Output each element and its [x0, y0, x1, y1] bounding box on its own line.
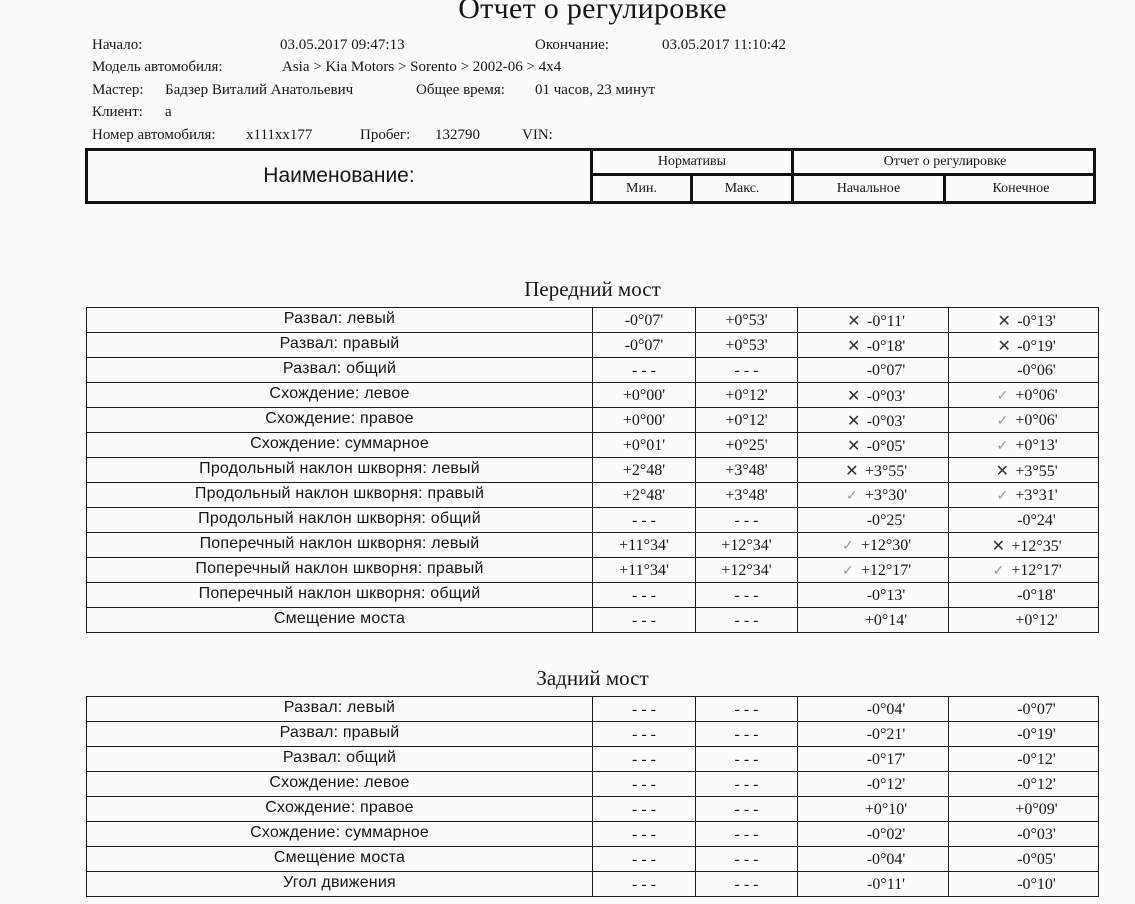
- final-value: -0°24': [1017, 512, 1056, 529]
- initial-value: -0°18': [866, 338, 906, 355]
- table-row: [87, 408, 1099, 433]
- final-value: -0°05': [1017, 851, 1056, 868]
- initial-value: -0°11': [866, 313, 905, 330]
- initial-cell: [798, 772, 949, 797]
- parameter-name: Поперечный наклон шкворня: общий: [87, 583, 593, 608]
- table-row: [87, 333, 1099, 358]
- final-cell: [949, 847, 1099, 872]
- header-min: Мин.: [593, 176, 693, 201]
- final-cell: [949, 408, 1099, 433]
- total-time-label: Общее время:: [416, 82, 505, 98]
- final-value: +0°06': [1015, 412, 1058, 429]
- parameter-name: Развал: левый: [87, 308, 593, 333]
- final-value: -0°19': [1017, 726, 1056, 743]
- front-axle-title: Передний мост: [524, 277, 661, 301]
- min-value: +0°00': [593, 383, 696, 408]
- out-of-range-icon: ✕: [997, 338, 1011, 355]
- initial-value: -0°11': [866, 876, 905, 893]
- out-of-range-icon: ✕: [847, 313, 861, 330]
- initial-value: -0°25': [866, 512, 906, 529]
- final-cell: [949, 458, 1099, 483]
- table-row: [87, 697, 1099, 722]
- start-label: Начало:: [92, 37, 143, 53]
- final-cell: [949, 333, 1099, 358]
- header-report: Отчет о регулировке: [794, 151, 1096, 176]
- final-cell: [949, 797, 1099, 822]
- table-row: [87, 308, 1099, 333]
- model-value: Asia > Kia Motors > Sorento > 2002-06 > 4x4: [282, 59, 562, 75]
- parameter-name: Развал: общий: [87, 358, 593, 383]
- min-value: - - -: [593, 747, 696, 772]
- plate-value: х111хх177: [246, 127, 313, 143]
- table-row: [87, 608, 1099, 633]
- max-value: - - -: [696, 697, 798, 722]
- table-row: [87, 772, 1099, 797]
- table-row: [87, 822, 1099, 847]
- final-value: -0°07': [1017, 701, 1056, 718]
- vin-label: VIN:: [522, 127, 553, 143]
- client-label: Клиент:: [92, 104, 143, 120]
- table-row: [87, 872, 1099, 897]
- max-value: - - -: [696, 722, 798, 747]
- initial-value: -0°05': [866, 438, 906, 455]
- final-cell: [949, 383, 1099, 408]
- final-value: +0°13': [1015, 437, 1058, 454]
- max-value: +3°48': [696, 483, 798, 508]
- header-table: [85, 148, 1096, 204]
- end-value: 03.05.2017 11:10:42: [662, 37, 787, 53]
- parameter-name: Схождение: левое: [87, 772, 593, 797]
- min-value: - - -: [593, 697, 696, 722]
- max-value: - - -: [696, 872, 798, 897]
- in-range-check-icon: ✓: [996, 389, 1009, 404]
- max-value: - - -: [696, 847, 798, 872]
- max-value: - - -: [696, 822, 798, 847]
- final-value: +0°12': [1015, 612, 1058, 629]
- final-cell: [949, 822, 1099, 847]
- final-value: -0°03': [1017, 826, 1056, 843]
- initial-value: -0°21': [866, 726, 906, 743]
- parameter-name: Схождение: левое: [87, 383, 593, 408]
- in-range-check-icon: ✓: [992, 564, 1005, 579]
- initial-cell: [798, 847, 949, 872]
- in-range-check-icon: ✓: [845, 489, 858, 504]
- min-value: -0°07': [593, 333, 696, 358]
- max-value: - - -: [696, 772, 798, 797]
- final-cell: [949, 747, 1099, 772]
- in-range-check-icon: ✓: [996, 414, 1009, 429]
- rear-axle-table: [86, 696, 1099, 897]
- max-value: - - -: [696, 583, 798, 608]
- initial-value: -0°04': [866, 851, 906, 868]
- min-value: +0°00': [593, 408, 696, 433]
- min-value: +2°48': [593, 458, 696, 483]
- parameter-name: Развал: общий: [87, 747, 593, 772]
- in-range-check-icon: ✓: [841, 539, 854, 554]
- min-value: - - -: [593, 872, 696, 897]
- parameter-name: Развал: левый: [87, 697, 593, 722]
- initial-value: +0°14': [864, 612, 908, 629]
- min-value: - - -: [593, 722, 696, 747]
- max-value: +12°34': [696, 558, 798, 583]
- table-row: [87, 508, 1099, 533]
- max-value: +0°12': [696, 383, 798, 408]
- header-name: Наименование:: [88, 151, 593, 201]
- final-value: -0°06': [1017, 362, 1056, 379]
- initial-cell: [798, 358, 949, 383]
- initial-value: -0°12': [866, 776, 906, 793]
- out-of-range-icon: ✕: [846, 413, 861, 430]
- parameter-name: Схождение: суммарное: [87, 433, 593, 458]
- initial-value: +3°55': [864, 463, 908, 480]
- header-norms: Нормативы: [593, 151, 794, 176]
- initial-cell: [798, 408, 949, 433]
- initial-cell: [798, 558, 949, 583]
- initial-value: -0°03': [866, 413, 906, 430]
- in-range-check-icon: ✓: [996, 489, 1009, 504]
- in-range-check-icon: ✓: [841, 564, 854, 579]
- initial-cell: [798, 458, 949, 483]
- initial-value: +12°17': [860, 562, 912, 579]
- initial-cell: [798, 872, 949, 897]
- parameter-name: Угол движения: [87, 872, 593, 897]
- initial-cell: [798, 483, 949, 508]
- client-value: а: [165, 104, 172, 120]
- min-value: - - -: [593, 583, 696, 608]
- final-cell: [949, 483, 1099, 508]
- final-value: +0°09': [1015, 801, 1058, 818]
- max-value: - - -: [696, 747, 798, 772]
- final-value: +3°31': [1015, 487, 1058, 504]
- final-value: -0°12': [1017, 776, 1056, 793]
- initial-value: +3°30': [864, 487, 908, 504]
- parameter-name: Развал: правый: [87, 722, 593, 747]
- initial-value: -0°02': [866, 826, 906, 843]
- max-value: +12°34': [696, 533, 798, 558]
- final-cell: [949, 697, 1099, 722]
- min-value: - - -: [593, 358, 696, 383]
- table-row: [87, 533, 1099, 558]
- final-value: -0°19': [1017, 338, 1056, 355]
- parameter-name: Развал: правый: [87, 333, 593, 358]
- parameter-name: Схождение: суммарное: [87, 822, 593, 847]
- table-row: [87, 383, 1099, 408]
- initial-cell: [798, 533, 949, 558]
- parameter-name: Схождение: правое: [87, 797, 593, 822]
- out-of-range-icon: ✕: [997, 313, 1011, 330]
- min-value: -0°07': [593, 308, 696, 333]
- parameter-name: Поперечный наклон шкворня: правый: [87, 558, 593, 583]
- initial-cell: [798, 722, 949, 747]
- mileage-label: Пробег:: [360, 127, 411, 143]
- start-value: 03.05.2017 09:47:13: [280, 37, 405, 53]
- final-cell: [949, 558, 1099, 583]
- end-label: Окончание:: [535, 37, 609, 53]
- initial-cell: [798, 333, 949, 358]
- final-cell: [949, 583, 1099, 608]
- table-row: [87, 483, 1099, 508]
- initial-value: +12°30': [860, 537, 912, 554]
- master-label: Мастер:: [92, 82, 144, 98]
- initial-cell: [798, 308, 949, 333]
- out-of-range-icon: ✕: [995, 463, 1010, 480]
- table-row: [87, 722, 1099, 747]
- final-value: -0°18': [1017, 587, 1056, 604]
- final-value: +0°06': [1015, 387, 1058, 404]
- table-row: [87, 797, 1099, 822]
- model-label: Модель автомобиля:: [92, 59, 223, 75]
- initial-cell: [798, 747, 949, 772]
- initial-cell: [798, 797, 949, 822]
- front-axle-table: [86, 307, 1099, 633]
- initial-value: -0°13': [866, 587, 906, 604]
- min-value: - - -: [593, 847, 696, 872]
- min-value: - - -: [593, 608, 696, 633]
- initial-cell: [798, 697, 949, 722]
- header-max: Макс.: [693, 176, 794, 201]
- final-cell: [949, 433, 1099, 458]
- max-value: +0°12': [696, 408, 798, 433]
- max-value: - - -: [696, 358, 798, 383]
- out-of-range-icon: ✕: [845, 463, 859, 480]
- header-initial: Начальное: [794, 176, 946, 201]
- final-cell: [949, 508, 1099, 533]
- final-value: +12°35': [1011, 538, 1062, 555]
- parameter-name: Смещение моста: [87, 847, 593, 872]
- min-value: - - -: [593, 772, 696, 797]
- max-value: +0°53': [696, 308, 798, 333]
- out-of-range-icon: ✕: [846, 438, 861, 455]
- initial-cell: [798, 433, 949, 458]
- final-value: -0°10': [1017, 876, 1056, 893]
- max-value: - - -: [696, 797, 798, 822]
- parameter-name: Поперечный наклон шкворня: левый: [87, 533, 593, 558]
- final-cell: [949, 872, 1099, 897]
- initial-cell: [798, 383, 949, 408]
- max-value: +3°48': [696, 458, 798, 483]
- out-of-range-icon: ✕: [991, 538, 1006, 555]
- plate-label: Номер автомобиля:: [92, 127, 216, 143]
- initial-cell: [798, 608, 949, 633]
- final-value: +12°17': [1011, 562, 1062, 579]
- final-cell: [949, 772, 1099, 797]
- master-value: Бадзер Виталий Анатольевич: [165, 82, 354, 98]
- final-cell: [949, 308, 1099, 333]
- min-value: - - -: [593, 508, 696, 533]
- final-cell: [949, 358, 1099, 383]
- final-value: +3°55': [1015, 463, 1058, 480]
- min-value: +11°34': [593, 558, 696, 583]
- header-final: Конечное: [992, 180, 1050, 196]
- out-of-range-icon: ✕: [846, 338, 861, 355]
- min-value: - - -: [593, 822, 696, 847]
- report-title: Отчет о регулировке: [458, 0, 727, 25]
- table-row: [87, 433, 1099, 458]
- in-range-check-icon: ✓: [996, 439, 1009, 454]
- initial-value: +0°10': [864, 801, 908, 818]
- final-cell: [949, 608, 1099, 633]
- initial-value: -0°03': [866, 388, 906, 405]
- final-cell: [949, 533, 1099, 558]
- final-value: -0°13': [1017, 313, 1056, 330]
- parameter-name: Продольный наклон шкворня: левый: [87, 458, 593, 483]
- mileage-value: 132790: [435, 127, 480, 143]
- initial-value: -0°04': [866, 701, 906, 718]
- max-value: +0°53': [696, 333, 798, 358]
- parameter-name: Схождение: правое: [87, 408, 593, 433]
- parameter-name: Смещение моста: [87, 608, 593, 633]
- total-time-value: 01 часов, 23 минут: [535, 82, 656, 98]
- initial-cell: [798, 508, 949, 533]
- initial-cell: [798, 583, 949, 608]
- parameter-name: Продольный наклон шкворня: общий: [87, 508, 593, 533]
- max-value: - - -: [696, 508, 798, 533]
- final-value: -0°12': [1017, 751, 1056, 768]
- max-value: +0°25': [696, 433, 798, 458]
- min-value: +0°01': [593, 433, 696, 458]
- min-value: - - -: [593, 797, 696, 822]
- parameter-name: Продольный наклон шкворня: правый: [87, 483, 593, 508]
- table-row: [87, 583, 1099, 608]
- final-cell: [949, 722, 1099, 747]
- min-value: +2°48': [593, 483, 696, 508]
- table-row: [87, 558, 1099, 583]
- initial-cell: [798, 822, 949, 847]
- rear-axle-title: Задний мост: [536, 666, 649, 690]
- min-value: +11°34': [593, 533, 696, 558]
- out-of-range-icon: ✕: [846, 388, 861, 405]
- max-value: - - -: [696, 608, 798, 633]
- table-row: [87, 847, 1099, 872]
- initial-value: -0°17': [866, 751, 906, 768]
- table-row: [87, 747, 1099, 772]
- initial-value: -0°07': [866, 362, 906, 379]
- table-row: [87, 358, 1099, 383]
- table-row: [87, 458, 1099, 483]
